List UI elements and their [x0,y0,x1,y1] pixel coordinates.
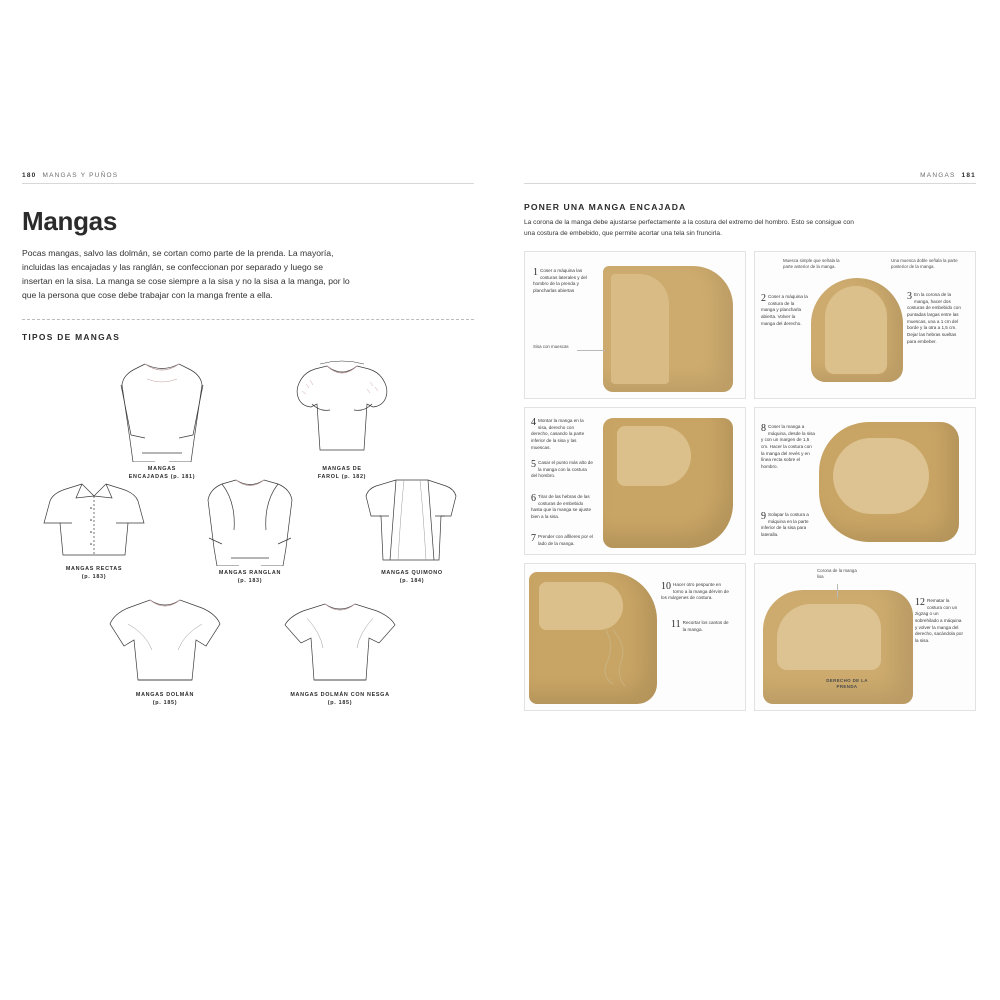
step-1-number: 1 [533,267,538,279]
garment-quimono [352,472,472,586]
left-page [22,172,474,742]
step-3 [907,292,963,345]
right-head-rule [524,183,976,184]
step-7 [531,534,593,547]
step-5 [531,460,593,480]
leader-line [577,350,605,351]
garment-quimono-icon [358,472,466,566]
label-muesca-doble: Una muesca doble señala la parte posterior de la manga. [891,258,958,270]
section-heading: TIPOS DE MANGAS [22,331,121,342]
procedure-intro: La corona de la manga debe ajustarse perfectamente a la costura del extremo del hombro. Esto se consigue con una costura de embebido, que permite acortar una tela sin fruncirla. [524,219,854,237]
page-title: Mangas [22,206,118,236]
right-running-head [524,172,976,179]
step-3-number: 3 [907,291,912,303]
procedure-title: PONER UNA MANGA ENCAJADA [524,202,687,212]
step-11-text: Recortar los cantos de la manga. [682,620,729,632]
panel-3 [524,407,746,555]
garment-quimono-caption: MANGAS QUIMONO (p. 184) [381,569,443,584]
fabric-shape-5b [539,582,623,630]
panel-5 [524,563,746,711]
leader-line-v [837,584,838,598]
garment-ranglan-icon [194,472,306,566]
step-6 [531,494,593,521]
step-12-text: Rematar la costura con un zigzag o un sobrehilado a máquina y volver la manga del derecho, sacándola por la sisa. [915,598,964,644]
step-8 [761,424,815,471]
panel-1 [524,251,746,399]
left-running-head [22,172,474,179]
left-running-head-text: MANGAS Y PUÑOS [42,172,119,179]
step-5-text: Casar el punto más alto de la manga con la costura del hombro. [531,460,593,479]
label-corona-lisa: Corona de la manga lisa [817,568,857,580]
step-9-number: 9 [761,511,766,523]
garment-ranglan [190,472,310,586]
garment-farol-icon [282,354,402,462]
step-6-number: 6 [531,493,536,505]
garment-dolman [100,592,230,708]
step-11 [671,620,729,633]
fabric-shape-4b [833,438,929,514]
garment-dolman-caption: MANGAS DOLMÁN (p. 185) [135,691,195,706]
step-10-number: 10 [661,581,671,593]
procedure-photo-grid [524,251,976,711]
left-folio: 180 [22,172,37,179]
step-9-text: Solapar la costura a máquina en la parte inferior de la sisa para lateralla. [761,512,809,538]
step-8-number: 8 [761,423,766,435]
garment-dolman-nesga [270,596,410,708]
garment-rectas-caption: MANGAS RECTAS (p. 183) [65,565,123,580]
garment-dolman-nesga-caption: MANGAS DOLMÁN CON NESGA (p. 185) [290,691,390,706]
fabric-shape-2b [825,286,887,374]
step-5-number: 5 [531,459,536,471]
fabric-shape-1b [611,274,669,384]
section-divider [22,319,474,320]
step-2-text: Coser a máquina la costura de la manga y plancharla abierta. Volver la manga del derecho. [761,294,808,326]
intro-paragraph: Pocas mangas, salvo las dolmán, se cortan como parte de la prenda. La mayoría, incluidas las encajadas y las ranglán, se confeccionan por separado y luego se insertan en la sisa. La manga se cose siempre a la sisa y no la sisa a la manga, por lo que la persona que cose debe trabajar con la manga frente a ella. [22,248,350,300]
garment-rectas-icon [38,476,150,562]
right-running-head-text: MANGAS [920,172,956,179]
panel-2 [754,251,976,399]
fabric-shape-3b [617,426,691,486]
step-4 [531,418,593,451]
right-folio: 181 [961,172,976,179]
garment-ranglan-caption: MANGAS RANGLAN (p. 183) [218,569,282,584]
panel-4 [754,407,976,555]
garment-dolman-icon [104,592,226,688]
step-8-text: Coser la manga a máquina, desde la sisa y con un margen de 1,5 cm. Hacer la costura con la manga del revés y en línea recta sobre el hombro. [761,424,815,470]
garment-encajadas [102,354,222,482]
step-7-text: Prender con alfileres por el lado de la manga. [538,534,593,546]
book-spread [0,150,1000,750]
fabric-shape-6b [777,604,881,670]
step-3-text: En la corona de la manga, hacer dos costuras de embebido con puntadas largas entre las muescas, una a 1 cm del borde y la otra a 1,5 cm. Dejar las hebras sueltas para embeber. [907,292,961,344]
garment-illustration-grid [22,354,474,724]
step-9 [761,512,815,539]
step-1-text: Coser a máquina las costuras laterales y del hombro de la prenda y plancharlas abiertas [533,268,587,294]
step-10-text: Hacer otro pespunte en torno a la manga dérvim de los márgenes de costura. [661,582,729,601]
label-derecho-prenda: DERECHO DE LA PRENDA [826,678,868,690]
step-11-number: 11 [671,619,681,631]
step-10 [661,582,731,602]
garment-encajadas-caption: MANGAS ENCAJADAS (p. 181) [128,465,196,480]
step-4-number: 4 [531,417,536,429]
step-12 [915,598,963,645]
garment-farol [277,354,407,482]
step-2-number: 2 [761,293,766,305]
step-2 [761,294,809,327]
garment-dolman-nesga-icon [277,596,403,688]
thread-tails-icon [599,626,653,698]
label-muesca-simple: Muesca simple que señala la parte anterior de la manga. [783,258,840,270]
left-head-rule [22,183,474,184]
panel-6 [754,563,976,711]
step-12-number: 12 [915,597,925,609]
step-4-text: Montar la manga en la sisa, derecho con derecho, casando la parte inferior de la sisa y las muescas. [531,418,585,450]
garment-farol-caption: MANGAS DE FAROL (p. 182) [317,465,367,480]
step-6-text: Tirar de las hebras de las costuras de embebido hasta que la manga se ajuste bien a la sisa. [531,494,592,520]
label-sisa-muescas: Sisa con muescas [533,344,569,350]
step-1 [533,268,599,295]
right-page [524,172,976,742]
garment-encajadas-icon [107,354,217,462]
garment-rectas [34,476,154,582]
step-7-number: 7 [531,533,536,545]
